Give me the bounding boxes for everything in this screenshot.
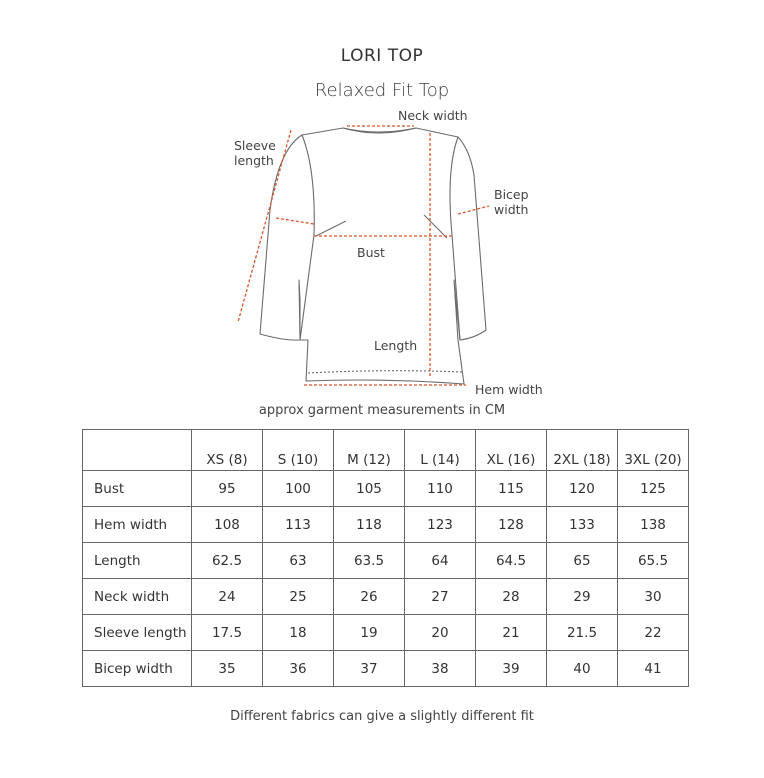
table-header-row (83, 430, 689, 471)
table-cell: 95 (192, 471, 263, 507)
table-cell: 64.5 (476, 543, 547, 579)
table-cell: 125 (618, 471, 689, 507)
neck-width-label: Neck width (398, 108, 468, 123)
armhole-left (302, 135, 314, 235)
table-cell: 28 (476, 579, 547, 615)
table-cell: 36 (263, 651, 334, 687)
table-cell: 19 (334, 615, 405, 651)
table-cell: 133 (547, 507, 618, 543)
table-row (83, 543, 689, 579)
table-cell: 26 (334, 579, 405, 615)
sleeve-inner-left (300, 235, 314, 340)
table-cell: 123 (405, 507, 476, 543)
table-cell: 35 (192, 651, 263, 687)
sleeve-length-label-2: length (234, 153, 274, 168)
size-header: 2XL (18) (547, 430, 618, 471)
row-label: Neck width (83, 579, 192, 615)
table-cell: 100 (263, 471, 334, 507)
table-cell: 17.5 (192, 615, 263, 651)
neckline (343, 128, 416, 132)
bust-line (276, 218, 314, 224)
sleeve-inner-right (452, 235, 460, 340)
table-cell: 38 (405, 651, 476, 687)
table-cell: 25 (263, 579, 334, 615)
table-cell: 24 (192, 579, 263, 615)
product-subtitle: Relaxed Fit Top (314, 80, 450, 101)
size-header: XL (16) (476, 430, 547, 471)
table-cell: 37 (334, 651, 405, 687)
table-cell: 65 (547, 543, 618, 579)
table-cell: 118 (334, 507, 405, 543)
table-cell: 108 (192, 507, 263, 543)
bust-label: Bust (357, 245, 385, 260)
table-cell: 113 (263, 507, 334, 543)
dart-right (424, 215, 447, 238)
table-cell: 64 (405, 543, 476, 579)
table-cell: 110 (405, 471, 476, 507)
armhole-right (450, 137, 458, 235)
product-title: LORI TOP (340, 46, 424, 66)
table-cell: 29 (547, 579, 618, 615)
table-cell: 40 (547, 651, 618, 687)
sleeve-length-label-1: Sleeve (234, 138, 276, 153)
bicep-width-line (458, 206, 489, 214)
table-cell: 27 (405, 579, 476, 615)
table-row (83, 471, 689, 507)
bicep-width-label-2: width (494, 202, 529, 217)
table-cell: 63.5 (334, 543, 405, 579)
table-cell: 21.5 (547, 615, 618, 651)
table-cell: 22 (618, 615, 689, 651)
bicep-width-label-1: Bicep (494, 187, 529, 202)
row-label: Sleeve length (83, 615, 192, 651)
table-cell: 105 (334, 471, 405, 507)
table-row (83, 507, 689, 543)
table-cell: 63 (263, 543, 334, 579)
row-label: Hem width (83, 507, 192, 543)
size-chart-table (82, 429, 689, 687)
table-cell: 62.5 (192, 543, 263, 579)
table-cell: 65.5 (618, 543, 689, 579)
size-header: 3XL (20) (618, 430, 689, 471)
row-label: Length (83, 543, 192, 579)
table-cell: 30 (618, 579, 689, 615)
size-header: L (14) (405, 430, 476, 471)
fit-footnote: Different fabrics can give a slightly different fit (230, 709, 534, 724)
hem-width-label: Hem width (475, 382, 543, 397)
table-cell: 39 (476, 651, 547, 687)
table-cell: 115 (476, 471, 547, 507)
table-cell: 21 (476, 615, 547, 651)
measurements-caption: approx garment measurements in CM (258, 403, 506, 418)
table-row (83, 579, 689, 615)
row-label: Bicep width (83, 651, 192, 687)
table-cell: 138 (618, 507, 689, 543)
length-label: Length (374, 338, 418, 353)
row-label: Bust (83, 471, 192, 507)
size-header: S (10) (263, 430, 334, 471)
dart-left (316, 221, 346, 236)
table-cell: 18 (263, 615, 334, 651)
table-cell: 120 (547, 471, 618, 507)
size-header: M (12) (334, 430, 405, 471)
table-row (83, 615, 689, 651)
table-corner-cell (83, 430, 192, 471)
table-cell: 20 (405, 615, 476, 651)
hem-stitch (308, 371, 462, 373)
table-cell: 41 (618, 651, 689, 687)
table-cell: 128 (476, 507, 547, 543)
table-row (83, 651, 689, 687)
size-header: XS (8) (192, 430, 263, 471)
